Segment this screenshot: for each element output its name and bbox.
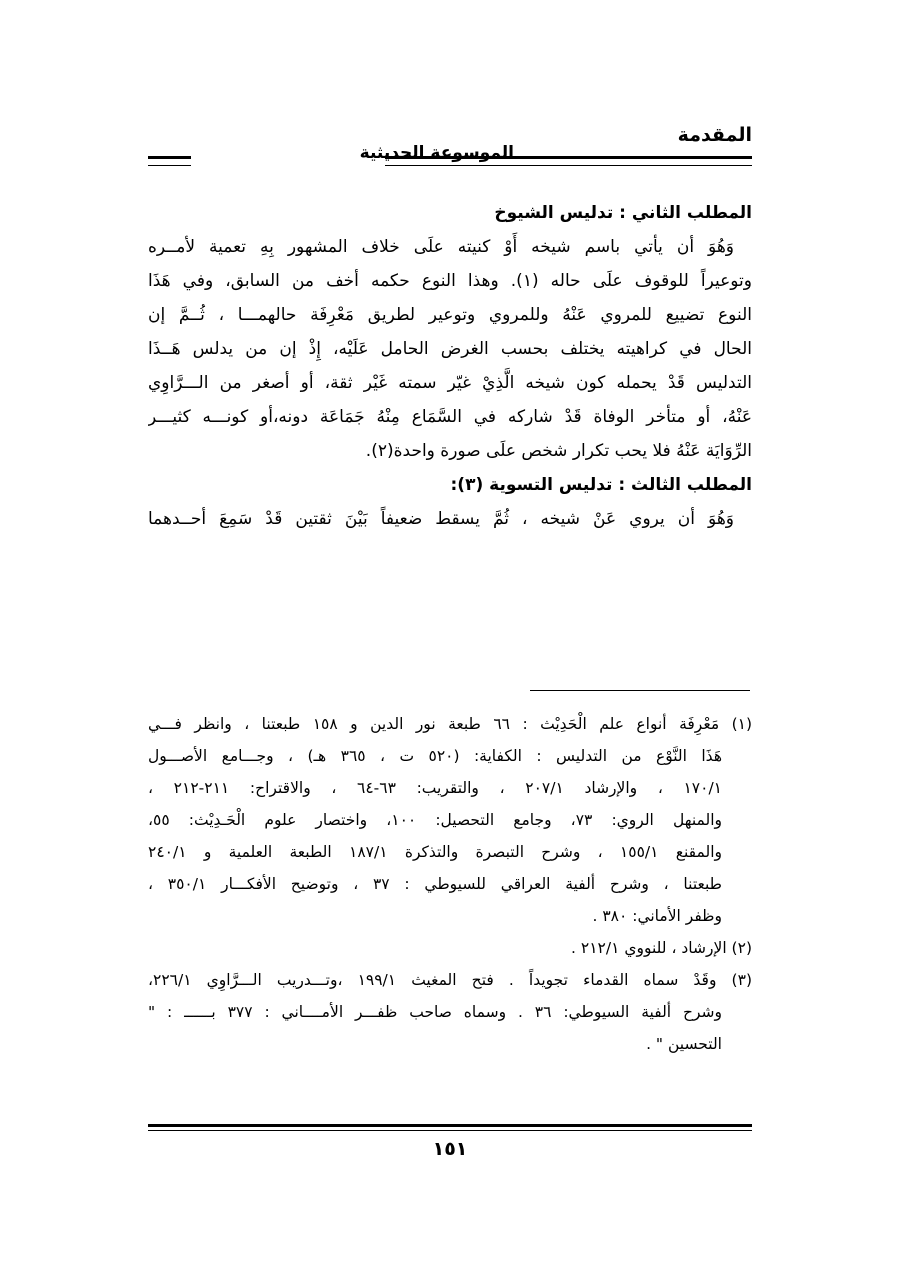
footnote-line: والمنهل الروي: ٧٣، وجامع التحصيل: ١٠٠، واختصار علوم الْحَـدِيْث: ٥٥، [148, 811, 723, 829]
footnote-3: (٣) وقَدْ سماه القدماء تجويداً . فتح المغيث ١٩٩/١ ،وتـــدريب الـــرَّاوِي ٢٢٦/١، [148, 971, 752, 989]
section-label: المقدمة [677, 124, 752, 146]
footnote-line: طبعتنا ، وشرح ألفية العراقي للسيوطي : ٣٧ ، وتوضيح الأفكـــار ٣٥٠/١ ، [148, 875, 722, 893]
body-line: وتوعيراً للوقوف علَى حاله (١). وهذا النوع حكمه أخف من السابق، وفي هَذَا [148, 271, 752, 291]
footnote-line: وظفر الأماني: ٣٨٠ . [592, 907, 722, 925]
body-line: وَهُوَ أن يأتي باسم شيخه أَوْ كنيته علَى خلاف المشهور بِهِ تعمية لأمــره [148, 237, 734, 257]
footnote-separator [530, 690, 750, 691]
body-line: الرِّوَايَة عَنْهُ فلا يحب تكرار شخص علَى صورة واحدة(٢). [365, 441, 752, 461]
body-line: وَهُوَ أن يروي عَنْ شيخه ، ثُمَّ يسقط ضعيفاً بَيْنَ ثقتين قَدْ سَمِعَ أحــدهما [148, 509, 734, 529]
main-text [148, 196, 752, 536]
footnotes [148, 708, 752, 1060]
book-title: الموسوعة الحديثية [359, 143, 514, 163]
footer-rule-thin [148, 1130, 752, 1131]
body-line: الحال في كراهيته يختلف بحسب الغرض الحامل عَلَيْه، إِذْ إن من يدلس هَــذَا [148, 339, 752, 359]
header-rule-short [148, 156, 191, 166]
section-heading-3: المطلب الثالث : تدليس التسوية (٣): [450, 475, 752, 495]
page-number: ١٥١ [432, 1138, 468, 1160]
footnote-line: والمقنع ١٥٥/١ ، وشرح التبصرة والتذكرة ١٨٧/١ الطبعة العلمية و ٢٤٠/١ [148, 843, 722, 861]
footnote-line: ١٧٠/١ ، والإرشاد ٢٠٧/١ ، والتقريب: ٦٣-٦٤ ، والاقتراح: ٢١١-٢١٢ ، [148, 779, 723, 797]
body-line: عَنْهُ، أو متأخر الوفاة قَدْ شاركه في السَّمَاع مِنْهُ جَمَاعَة دونه،أو كونـــه كثيـــر [148, 407, 752, 427]
footnote-line: وشرح ألفية السيوطي: ٣٦ . وسماه صاحب ظفـــر الأمــــاني : ٣٧٧ بــــــ : " [148, 1003, 723, 1021]
footnote-2: (٢) الإرشاد ، للنووي ٢١٢/١ . [571, 939, 752, 957]
body-line: النوع تضييع للمروي عَنْهُ وللمروي وتوعير لطريق مَعْرِفَة حالهمـــا ، ثُــمَّ إن [148, 305, 752, 325]
footer-rule-thick [148, 1124, 752, 1127]
section-heading-2: المطلب الثاني : تدليس الشيوخ [494, 203, 752, 223]
footnote-1: (١) مَعْرِفَة أنواع علم الْحَدِيْث : ٦٦ طبعة نور الدين و ١٥٨ طبعتنا ، وانظر فـــي [148, 715, 752, 733]
footnote-line: التحسين " . [646, 1035, 722, 1053]
footnote-line: هَذَا النَّوْع من التدليس : الكفاية: (٥٢٠ ت ، ٣٦٥ هـ) ، وجـــامع الأصـــول [148, 747, 722, 765]
body-line: التدليس قَدْ يحمله كون شيخه الَّذِيْ غيّر سمته غَيْر ثقة، أو أصغر من الـــرَّاوِي [148, 373, 752, 393]
